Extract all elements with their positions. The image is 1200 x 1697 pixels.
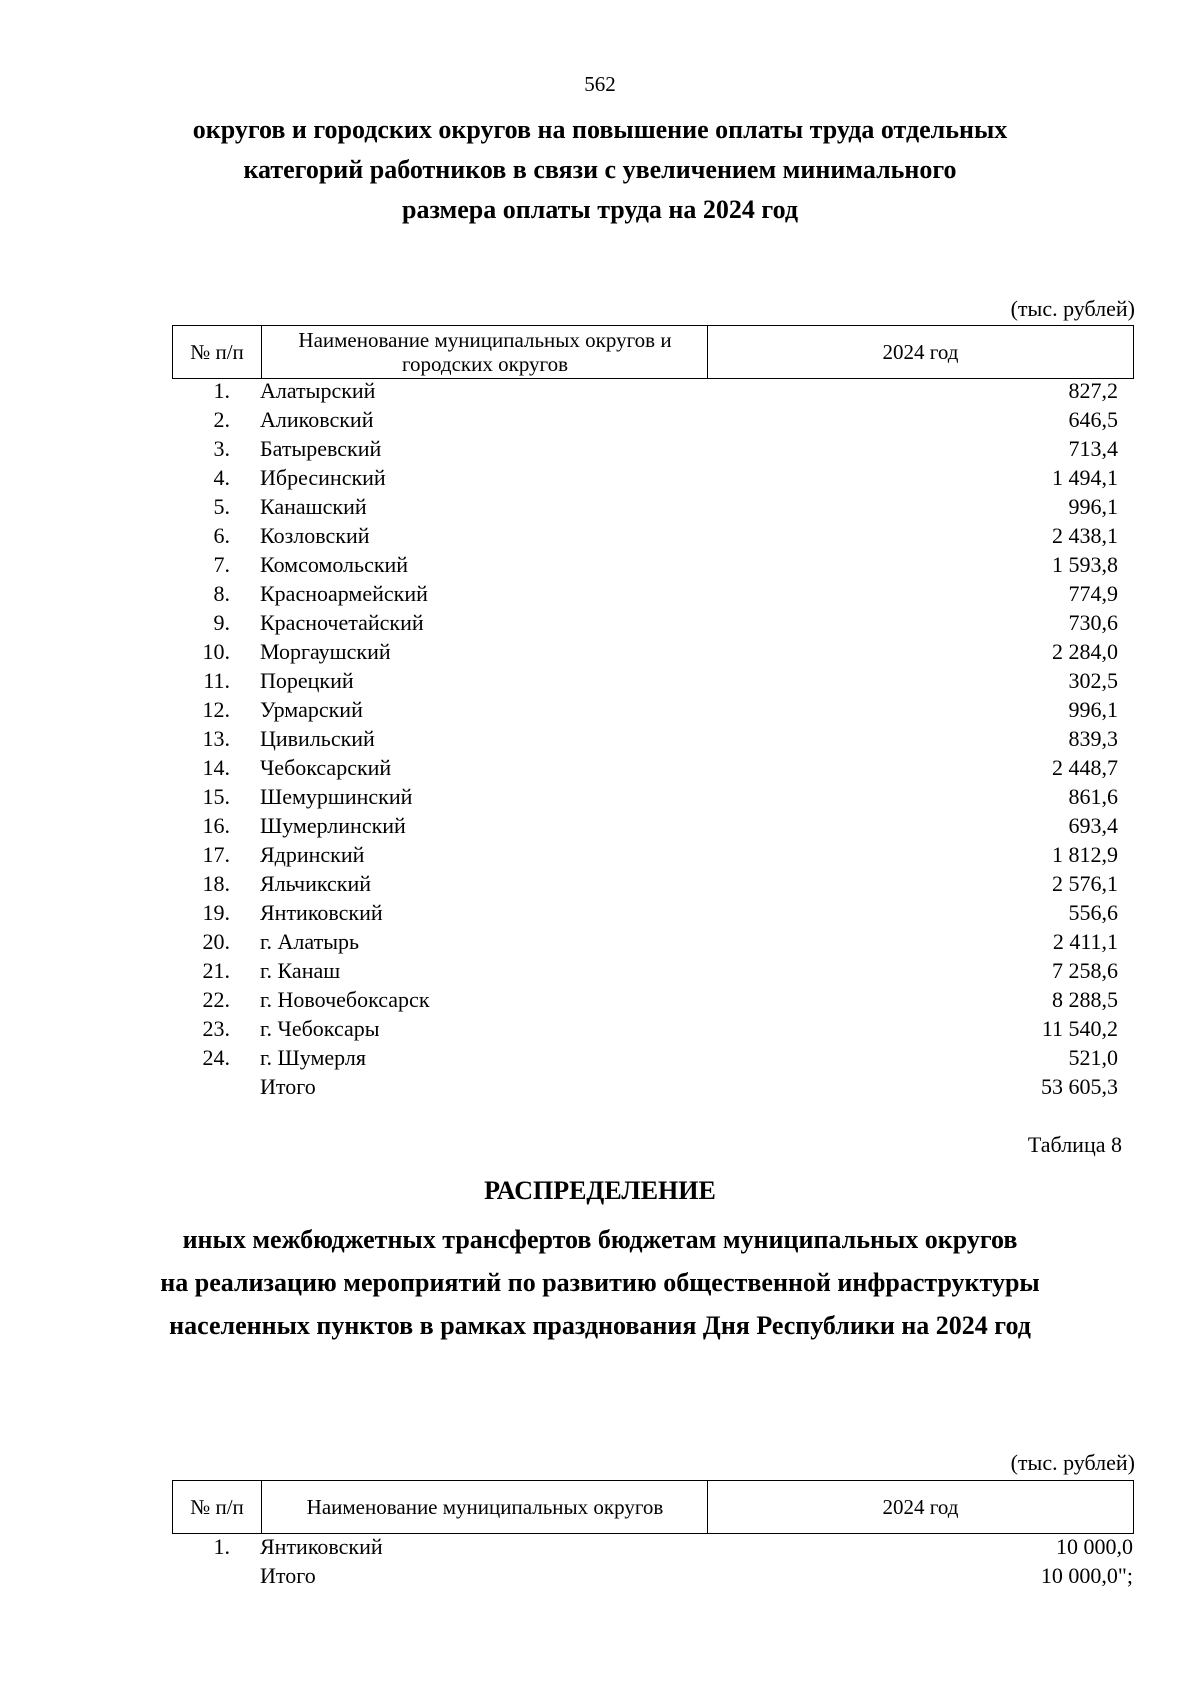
title-line: населенных пунктов в рамках празднования Дня Республики на 2024 год — [169, 1311, 1031, 1340]
district-name: Урмарский — [260, 697, 363, 722]
district-name: Алатырский — [260, 378, 376, 403]
district-name: Ибресинский — [260, 465, 386, 490]
total-value: 53 605,3 — [1041, 1074, 1118, 1099]
district-name: Комсомольский — [260, 552, 409, 577]
row-number: 18. — [202, 871, 230, 896]
row-number: 1. — [213, 1534, 230, 1559]
row-value: 693,4 — [1068, 813, 1118, 838]
row-number: 16. — [202, 813, 230, 838]
district-name: Канашский — [260, 494, 367, 519]
header-name: Наименование муниципальных округов — [261, 1481, 708, 1533]
row-value: 646,5 — [1068, 407, 1118, 432]
table-header — [172, 1480, 1134, 1534]
total-row — [172, 1072, 1134, 1101]
total-label: Итого — [260, 1563, 316, 1588]
row-value: 1 812,9 — [1052, 842, 1118, 867]
title-line: округов и городских округов на повышение оплаты труда отдельных — [192, 115, 1008, 144]
row-value: 2 448,7 — [1052, 755, 1118, 780]
row-value: 730,6 — [1068, 610, 1118, 635]
row-value: 8 288,5 — [1052, 987, 1118, 1012]
table-row — [172, 376, 1134, 405]
total-value: 10 000,0"; — [1040, 1563, 1133, 1588]
table-row — [172, 608, 1134, 637]
header-year: 2024 год — [707, 1481, 1133, 1533]
row-number: 19. — [202, 900, 230, 925]
district-name: г. Алатырь — [260, 929, 360, 954]
row-value: 10 000,0 — [1056, 1534, 1133, 1559]
row-value: 521,0 — [1068, 1045, 1118, 1070]
table-row — [172, 1532, 1134, 1561]
row-value: 861,6 — [1068, 784, 1118, 809]
row-value: 302,5 — [1068, 668, 1118, 693]
row-value: 2 284,0 — [1052, 639, 1118, 664]
row-value: 996,1 — [1068, 494, 1118, 519]
total-label: Итого — [260, 1074, 316, 1099]
row-number: 12. — [202, 697, 230, 722]
table-row — [172, 550, 1134, 579]
header-num: № п/п — [190, 340, 244, 364]
header-num: № п/п — [190, 1495, 244, 1519]
district-name: Батыревский — [260, 436, 382, 461]
row-value: 774,9 — [1068, 581, 1118, 606]
table-row — [172, 434, 1134, 463]
table8-title — [120, 1218, 1080, 1347]
row-number: 10. — [202, 639, 230, 664]
district-name: Красноармейский — [260, 581, 428, 606]
district-name: Моргаушский — [260, 639, 391, 664]
table-row — [172, 840, 1134, 869]
row-number: 1. — [213, 378, 230, 403]
district-name: г. Канаш — [260, 958, 341, 983]
district-name: г. Чебоксары — [260, 1016, 380, 1041]
row-number: 2. — [213, 407, 230, 432]
row-number: 15. — [202, 784, 230, 809]
row-number: 24. — [202, 1045, 230, 1070]
row-number: 17. — [202, 842, 230, 867]
row-value: 713,4 — [1068, 436, 1118, 461]
table-number-label: Таблица 8 — [1027, 1132, 1122, 1157]
row-value: 1 494,1 — [1052, 465, 1118, 490]
table-row — [172, 724, 1134, 753]
table-row — [172, 405, 1134, 434]
table-row — [172, 811, 1134, 840]
row-number: 5. — [213, 494, 230, 519]
total-row — [172, 1561, 1134, 1590]
table-row — [172, 666, 1134, 695]
district-name: Яльчикский — [260, 871, 371, 896]
unit-label: (тыс. рублей) — [1010, 1450, 1135, 1475]
district-name: Ядринский — [260, 842, 365, 867]
table-row — [172, 579, 1134, 608]
table-row — [172, 1043, 1134, 1072]
district-name: г. Новочебоксарск — [260, 987, 430, 1012]
district-name: Шумерлинский — [260, 813, 406, 838]
header-name: Наименование муниципальных округов и городских округов — [261, 326, 708, 378]
table-row — [172, 956, 1134, 985]
row-number: 6. — [213, 523, 230, 548]
row-number: 22. — [202, 987, 230, 1012]
row-number: 21. — [202, 958, 230, 983]
district-name: Янтиковский — [260, 900, 383, 925]
title-line: размера оплаты труда на 2024 год — [402, 195, 798, 224]
title-line: категорий работников в связи с увеличением минимального — [243, 155, 957, 184]
page-number: 562 — [584, 72, 616, 96]
table-row — [172, 463, 1134, 492]
row-number: 7. — [213, 552, 230, 577]
row-value: 996,1 — [1068, 697, 1118, 722]
table-row — [172, 521, 1134, 550]
district-name: Янтиковский — [260, 1534, 383, 1559]
row-value: 2 576,1 — [1052, 871, 1118, 896]
row-value: 2 438,1 — [1052, 523, 1118, 548]
table-row — [172, 695, 1134, 724]
district-name: Красночетайский — [260, 610, 424, 635]
row-number: 11. — [203, 668, 230, 693]
table-header — [172, 325, 1134, 379]
title-line: иных межбюджетных трансфертов бюджетам муниципальных округов — [182, 1225, 1018, 1254]
table-row — [172, 869, 1134, 898]
row-number: 9. — [213, 610, 230, 635]
row-number: 3. — [213, 436, 230, 461]
table-row — [172, 927, 1134, 956]
row-number: 20. — [202, 929, 230, 954]
district-name: Чебоксарский — [260, 755, 392, 780]
district-name: Козловский — [260, 523, 370, 548]
table-row — [172, 753, 1134, 782]
row-number: 14. — [202, 755, 230, 780]
header-year: 2024 год — [707, 326, 1133, 378]
table-row — [172, 637, 1134, 666]
row-value: 1 593,8 — [1052, 552, 1118, 577]
table-row — [172, 985, 1134, 1014]
row-value: 2 411,1 — [1052, 929, 1118, 954]
row-value: 839,3 — [1068, 726, 1118, 751]
district-name: Цивильский — [260, 726, 375, 751]
row-value: 11 540,2 — [1041, 1016, 1118, 1041]
table-row — [172, 1014, 1134, 1043]
district-name: Аликовский — [260, 407, 374, 432]
district-name: Порецкий — [260, 668, 354, 693]
table-row — [172, 492, 1134, 521]
row-value: 556,6 — [1068, 900, 1118, 925]
row-value: 7 258,6 — [1052, 958, 1118, 983]
unit-label: (тыс. рублей) — [1010, 296, 1135, 321]
title-line: на реализацию мероприятий по развитию общественной инфраструктуры — [160, 1268, 1040, 1297]
table-row — [172, 782, 1134, 811]
table7-title — [150, 110, 1050, 230]
row-number: 4. — [213, 465, 230, 490]
row-value: 827,2 — [1068, 378, 1118, 403]
row-number: 23. — [202, 1016, 230, 1041]
row-number: 13. — [202, 726, 230, 751]
row-number: 8. — [213, 581, 230, 606]
district-name: Шемуршинский — [260, 784, 413, 809]
table-row — [172, 898, 1134, 927]
district-name: г. Шумерля — [260, 1045, 366, 1070]
section-heading: РАСПРЕДЕЛЕНИЕ — [484, 1176, 716, 1205]
